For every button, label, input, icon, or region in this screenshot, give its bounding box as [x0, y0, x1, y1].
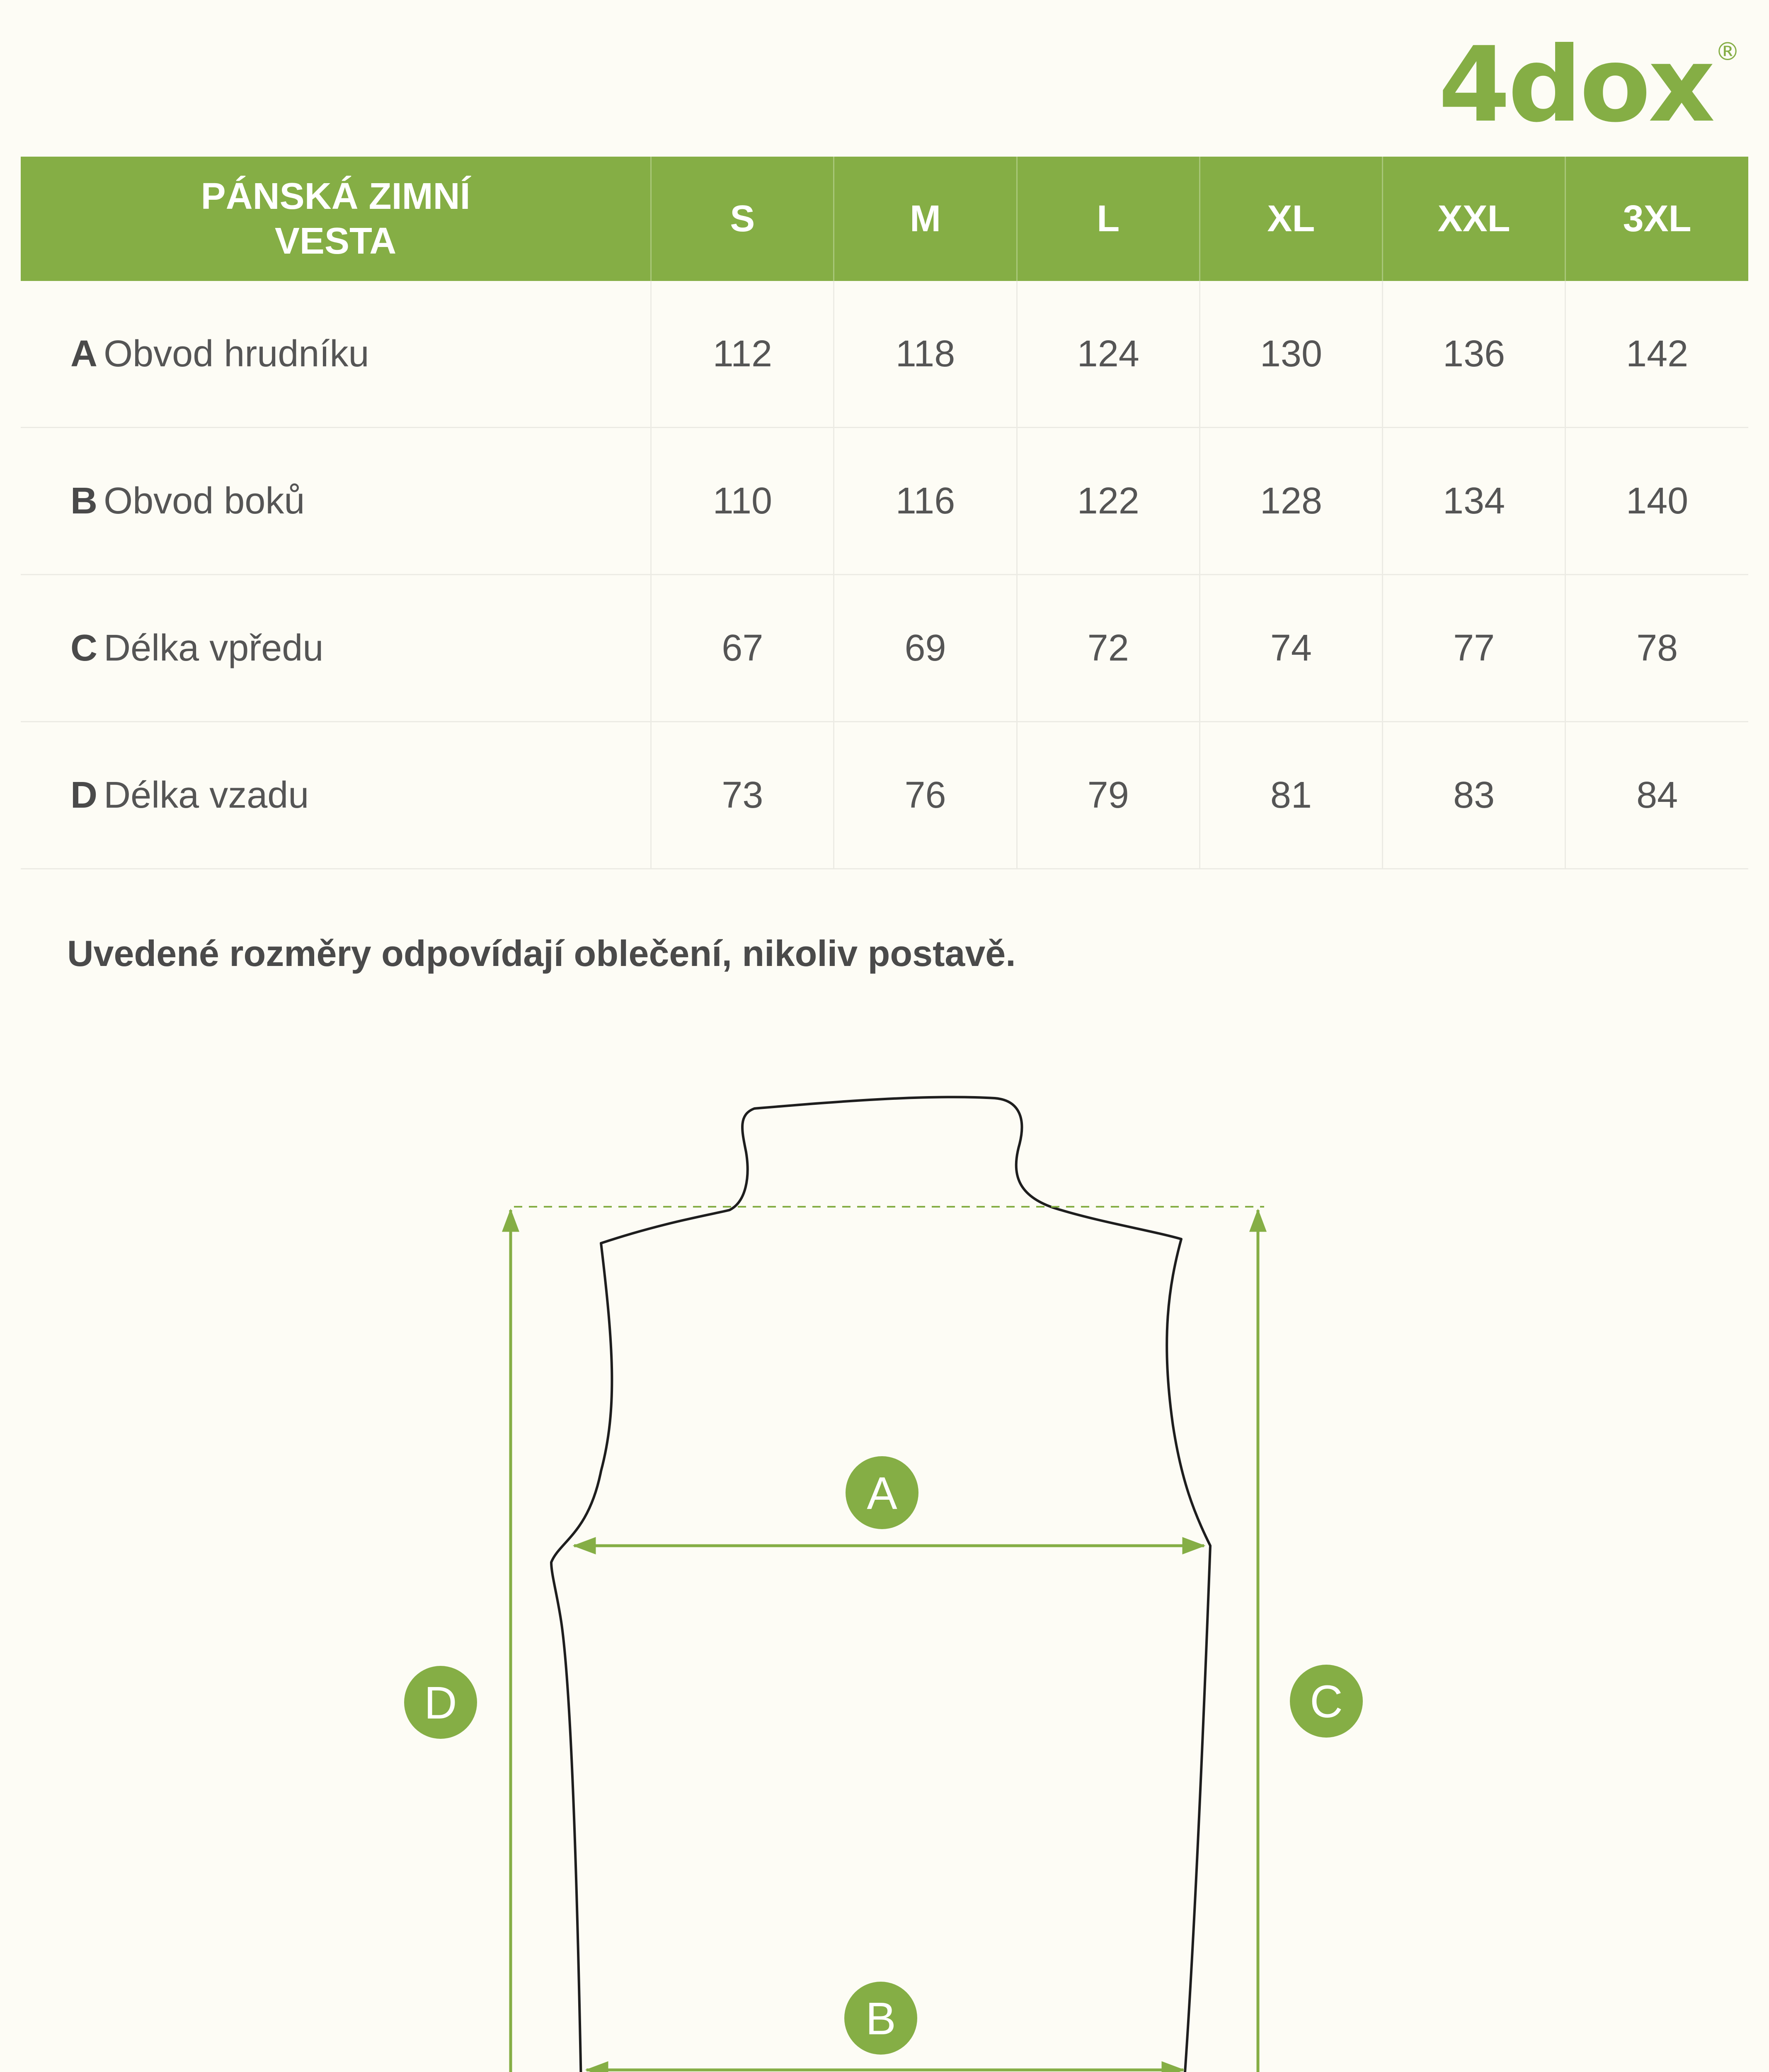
table-cell: 84 [1565, 722, 1748, 869]
row-letter: D [21, 722, 104, 869]
table-cell: 110 [651, 428, 834, 575]
size-header-3xl: 3XL [1565, 157, 1748, 281]
row-label: Obvod boků [104, 428, 651, 575]
size-header-xl: XL [1200, 157, 1382, 281]
table-cell: 74 [1200, 575, 1382, 722]
row-label: Délka vzadu [104, 722, 651, 869]
table-cell: 78 [1565, 575, 1748, 722]
size-header-xxl: XXL [1383, 157, 1565, 281]
table-cell: 72 [1017, 575, 1200, 722]
table-title-line: PÁNSKÁ ZIMNÍ [201, 176, 470, 217]
table-cell: 83 [1383, 722, 1565, 869]
table-cell: 142 [1565, 281, 1748, 428]
row-letter: B [21, 428, 104, 575]
size-header-m: M [834, 157, 1017, 281]
table-cell: 112 [651, 281, 834, 428]
badge-a [846, 1456, 918, 1529]
table-cell: 69 [834, 575, 1017, 722]
table-cell: 128 [1200, 428, 1382, 575]
row-letter: A [21, 281, 104, 428]
badge-a-label: A [867, 1468, 897, 1519]
table-cell: 76 [834, 722, 1017, 869]
row-label: Obvod hrudníku [104, 281, 651, 428]
table-cell: 130 [1200, 281, 1382, 428]
measurement-note: Uvedené rozměry odpovídají oblečení, nikoliv postavě. [67, 933, 1016, 974]
badge-c-label: C [1310, 1676, 1343, 1727]
table-cell: 122 [1017, 428, 1200, 575]
badge-d-label: D [424, 1677, 457, 1728]
table-cell: 118 [834, 281, 1017, 428]
table-cell: 77 [1383, 575, 1565, 722]
logo-text: 4dox [1438, 24, 1713, 145]
table-cell: 81 [1200, 722, 1382, 869]
badge-b [844, 1982, 917, 2055]
badge-b-label: B [865, 1993, 896, 2044]
badge-d [404, 1666, 477, 1739]
table-cell: 79 [1017, 722, 1200, 869]
table-cell: 134 [1383, 428, 1565, 575]
table-cell: 136 [1383, 281, 1565, 428]
registered-mark: ® [1715, 37, 1740, 66]
size-header-s: S [651, 157, 834, 281]
table-cell: 124 [1017, 281, 1200, 428]
table-cell: 73 [651, 722, 834, 869]
table-cell: 140 [1565, 428, 1748, 575]
table-title-line: VESTA [274, 220, 397, 262]
vest-outline [551, 1097, 1210, 2072]
size-header-l: L [1017, 157, 1200, 281]
row-letter: C [21, 575, 104, 722]
table-cell: 116 [834, 428, 1017, 575]
table-cell: 67 [651, 575, 834, 722]
row-label: Délka vpředu [104, 575, 651, 722]
badge-c [1290, 1665, 1363, 1738]
